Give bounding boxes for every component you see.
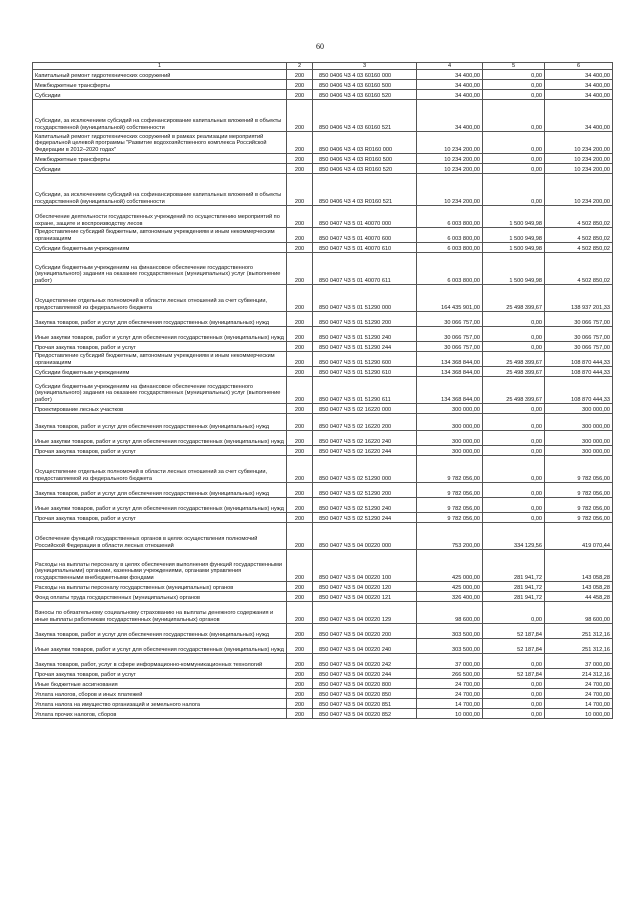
- row-col2-cell: 200: [287, 550, 313, 582]
- row-col2-cell: 200: [287, 164, 313, 174]
- row-executed-amount-cell: 0,00: [483, 446, 545, 456]
- row-col2-cell: 200: [287, 312, 313, 327]
- row-approved-amount-cell: 34 400,00: [417, 70, 483, 80]
- row-name-cell: Субсидии, за исключением субсидий на софинансирование капитальных вложений в объекты государственной (муниципальной) собственности: [33, 174, 287, 206]
- row-executed-amount-cell: 25 498 399,67: [483, 285, 545, 312]
- row-col2-cell: 200: [287, 582, 313, 592]
- row-remaining-amount-cell: 300 000,00: [545, 446, 613, 456]
- row-remaining-amount-cell: 9 782 056,00: [545, 498, 613, 513]
- row-col2-cell: 200: [287, 513, 313, 523]
- row-executed-amount-cell: 52 187,84: [483, 624, 545, 639]
- row-col2-cell: 200: [287, 154, 313, 164]
- column-header: 3: [313, 63, 417, 70]
- row-col2-cell: 200: [287, 174, 313, 206]
- row-remaining-amount-cell: 10 000,00: [545, 709, 613, 719]
- row-approved-amount-cell: 134 368 844,00: [417, 352, 483, 367]
- row-executed-amount-cell: 281 941,72: [483, 582, 545, 592]
- row-code-cell: 850 0407 Ч3 5 01 51290 610: [313, 367, 417, 377]
- row-executed-amount-cell: 0,00: [483, 498, 545, 513]
- row-name-cell: Субсидии бюджетным учреждениям: [33, 367, 287, 377]
- row-executed-amount-cell: 0,00: [483, 679, 545, 689]
- row-executed-amount-cell: 1 500 949,98: [483, 253, 545, 285]
- row-code-cell: 850 0407 Ч3 5 01 40070 610: [313, 243, 417, 253]
- table-row: [33, 342, 613, 352]
- row-remaining-amount-cell: 143 058,28: [545, 550, 613, 582]
- row-approved-amount-cell: 10 234 200,00: [417, 174, 483, 206]
- row-name-cell: Иные закупки товаров, работ и услуг для обеспечения государственных (муниципальных) нужд: [33, 639, 287, 654]
- row-approved-amount-cell: 37 000,00: [417, 654, 483, 669]
- row-code-cell: 850 0407 Ч3 5 01 51290 200: [313, 312, 417, 327]
- row-remaining-amount-cell: 44 458,28: [545, 592, 613, 602]
- row-remaining-amount-cell: 24 700,00: [545, 689, 613, 699]
- row-col2-cell: 200: [287, 100, 313, 132]
- row-col2-cell: 200: [287, 132, 313, 154]
- row-name-cell: Закупка товаров, работ и услуг для обеспечения государственных (муниципальных) нужд: [33, 312, 287, 327]
- row-code-cell: 850 0407 Ч3 5 04 00220 242: [313, 654, 417, 669]
- row-remaining-amount-cell: 14 700,00: [545, 699, 613, 709]
- row-col2-cell: 200: [287, 592, 313, 602]
- row-approved-amount-cell: 9 782 056,00: [417, 513, 483, 523]
- row-approved-amount-cell: 300 000,00: [417, 414, 483, 431]
- row-executed-amount-cell: 0,00: [483, 327, 545, 342]
- row-name-cell: Прочая закупка товаров, работ и услуг: [33, 342, 287, 352]
- row-name-cell: Субсидии: [33, 164, 287, 174]
- row-code-cell: 850 0407 Ч3 5 04 00220 851: [313, 699, 417, 709]
- row-approved-amount-cell: 34 400,00: [417, 90, 483, 100]
- table-row: [33, 80, 613, 90]
- row-remaining-amount-cell: 10 234 200,00: [545, 154, 613, 164]
- row-col2-cell: 200: [287, 285, 313, 312]
- row-approved-amount-cell: 6 003 800,00: [417, 206, 483, 228]
- row-col2-cell: 200: [287, 446, 313, 456]
- table-row: [33, 582, 613, 592]
- row-remaining-amount-cell: 98 600,00: [545, 602, 613, 624]
- table-row: [33, 253, 613, 285]
- row-approved-amount-cell: 303 500,00: [417, 639, 483, 654]
- row-approved-amount-cell: 10 000,00: [417, 709, 483, 719]
- row-executed-amount-cell: 0,00: [483, 513, 545, 523]
- row-col2-cell: 200: [287, 523, 313, 550]
- row-code-cell: 850 0407 Ч3 5 01 40070 611: [313, 253, 417, 285]
- row-remaining-amount-cell: 34 400,00: [545, 90, 613, 100]
- table-row: [33, 654, 613, 669]
- row-col2-cell: 200: [287, 377, 313, 404]
- table-row: [33, 592, 613, 602]
- row-approved-amount-cell: 753 200,00: [417, 523, 483, 550]
- row-executed-amount-cell: 1 500 949,98: [483, 243, 545, 253]
- row-executed-amount-cell: 0,00: [483, 431, 545, 446]
- row-code-cell: 850 0407 Ч3 5 01 51290 240: [313, 327, 417, 342]
- row-approved-amount-cell: 300 000,00: [417, 431, 483, 446]
- row-approved-amount-cell: 300 000,00: [417, 446, 483, 456]
- table-row: [33, 431, 613, 446]
- row-col2-cell: 200: [287, 669, 313, 679]
- row-code-cell: 850 0407 Ч3 5 02 16220 244: [313, 446, 417, 456]
- table-row: [33, 206, 613, 228]
- table-row: [33, 312, 613, 327]
- table-row: [33, 498, 613, 513]
- row-remaining-amount-cell: 4 502 850,02: [545, 228, 613, 243]
- row-name-cell: Проектирование лесных участков: [33, 404, 287, 414]
- row-code-cell: 850 0406 Ч3 4 03 60160 521: [313, 100, 417, 132]
- row-executed-amount-cell: 0,00: [483, 100, 545, 132]
- row-executed-amount-cell: 334 129,56: [483, 523, 545, 550]
- row-executed-amount-cell: 0,00: [483, 709, 545, 719]
- row-remaining-amount-cell: 108 870 444,33: [545, 352, 613, 367]
- table-row: [33, 639, 613, 654]
- row-executed-amount-cell: 0,00: [483, 80, 545, 90]
- table-row: [33, 689, 613, 699]
- row-remaining-amount-cell: 9 782 056,00: [545, 513, 613, 523]
- row-approved-amount-cell: 10 234 200,00: [417, 154, 483, 164]
- row-approved-amount-cell: 164 435 901,00: [417, 285, 483, 312]
- row-name-cell: Капитальный ремонт гидротехнических сооружений: [33, 70, 287, 80]
- row-code-cell: 850 0406 Ч3 4 03 R0160 000: [313, 132, 417, 154]
- row-executed-amount-cell: 0,00: [483, 456, 545, 483]
- table-row: [33, 154, 613, 164]
- row-name-cell: Обеспечение деятельности государственных учреждений по осуществлению мероприятий по охране, защите и воспроизводству лесов: [33, 206, 287, 228]
- row-approved-amount-cell: 300 000,00: [417, 404, 483, 414]
- row-code-cell: 850 0407 Ч3 5 04 00220 000: [313, 523, 417, 550]
- row-name-cell: Межбюджетные трансферты: [33, 80, 287, 90]
- row-code-cell: 850 0407 Ч3 5 04 00220 100: [313, 550, 417, 582]
- row-name-cell: Субсидии, за исключением субсидий на софинансирование капитальных вложений в объекты государственной (муниципальной) собственности: [33, 100, 287, 132]
- row-name-cell: Субсидии бюджетным учреждениям на финансовое обеспечение государственного (муниципального) задания на оказание государственных (муниципальных) услуг (выполнение работ): [33, 253, 287, 285]
- table-row: [33, 483, 613, 498]
- table-row: [33, 624, 613, 639]
- row-approved-amount-cell: 9 782 056,00: [417, 483, 483, 498]
- row-approved-amount-cell: 134 368 844,00: [417, 377, 483, 404]
- row-col2-cell: 200: [287, 639, 313, 654]
- table-row: [33, 352, 613, 367]
- row-col2-cell: 200: [287, 431, 313, 446]
- row-col2-cell: 200: [287, 404, 313, 414]
- table-row: [33, 174, 613, 206]
- row-executed-amount-cell: 52 187,84: [483, 639, 545, 654]
- table-header-row: [33, 63, 613, 70]
- row-name-cell: Субсидии бюджетным учреждениям: [33, 243, 287, 253]
- row-name-cell: Закупка товаров, работ и услуг для обеспечения государственных (муниципальных) нужд: [33, 414, 287, 431]
- table-row: [33, 709, 613, 719]
- row-col2-cell: 200: [287, 80, 313, 90]
- table-row: [33, 414, 613, 431]
- row-approved-amount-cell: 30 066 757,00: [417, 312, 483, 327]
- row-name-cell: Закупка товаров, работ и услуг для обеспечения государственных (муниципальных) нужд: [33, 483, 287, 498]
- row-remaining-amount-cell: 300 000,00: [545, 431, 613, 446]
- row-col2-cell: 200: [287, 228, 313, 243]
- row-approved-amount-cell: 266 500,00: [417, 669, 483, 679]
- row-col2-cell: 200: [287, 483, 313, 498]
- row-name-cell: Субсидии: [33, 90, 287, 100]
- row-name-cell: Предоставление субсидий бюджетным, автономным учреждениям и иным некоммерческим организациям: [33, 228, 287, 243]
- row-code-cell: 850 0407 Ч3 5 01 40070 600: [313, 228, 417, 243]
- row-code-cell: 850 0407 Ч3 5 02 51290 000: [313, 456, 417, 483]
- row-remaining-amount-cell: 300 000,00: [545, 414, 613, 431]
- row-col2-cell: 200: [287, 414, 313, 431]
- row-code-cell: 850 0407 Ч3 5 02 16220 200: [313, 414, 417, 431]
- table-row: [33, 243, 613, 253]
- row-col2-cell: 200: [287, 70, 313, 80]
- row-name-cell: Капитальный ремонт гидротехнических сооружений в рамках реализации мероприятий федеральной целевой программы "Развитие водохозяйственного комплекса Российской Федерации в 2012–2020 годах": [33, 132, 287, 154]
- row-remaining-amount-cell: 108 870 444,33: [545, 367, 613, 377]
- row-code-cell: 850 0407 Ч3 5 01 51290 000: [313, 285, 417, 312]
- row-remaining-amount-cell: 10 234 200,00: [545, 164, 613, 174]
- row-executed-amount-cell: 0,00: [483, 689, 545, 699]
- page-number: 60: [316, 42, 324, 51]
- row-approved-amount-cell: 9 782 056,00: [417, 498, 483, 513]
- row-remaining-amount-cell: 4 502 850,02: [545, 206, 613, 228]
- row-code-cell: 850 0407 Ч3 5 02 51290 200: [313, 483, 417, 498]
- row-executed-amount-cell: 52 187,84: [483, 669, 545, 679]
- row-code-cell: 850 0407 Ч3 5 04 00220 244: [313, 669, 417, 679]
- row-remaining-amount-cell: 9 782 056,00: [545, 456, 613, 483]
- row-name-cell: Предоставление субсидий бюджетным, автономным учреждениям и иным некоммерческим организациям: [33, 352, 287, 367]
- row-code-cell: 850 0407 Ч3 5 04 00220 850: [313, 689, 417, 699]
- row-executed-amount-cell: 25 498 399,67: [483, 367, 545, 377]
- row-approved-amount-cell: 425 000,00: [417, 550, 483, 582]
- row-approved-amount-cell: 6 003 800,00: [417, 228, 483, 243]
- row-executed-amount-cell: 0,00: [483, 174, 545, 206]
- row-executed-amount-cell: 0,00: [483, 404, 545, 414]
- row-code-cell: 850 0407 Ч3 5 04 00220 240: [313, 639, 417, 654]
- row-name-cell: Закупка товаров, работ, услуг в сфере информационно-коммуникационных технологий: [33, 654, 287, 669]
- table-row: [33, 404, 613, 414]
- row-approved-amount-cell: 24 700,00: [417, 679, 483, 689]
- row-approved-amount-cell: 326 400,00: [417, 592, 483, 602]
- row-executed-amount-cell: 0,00: [483, 699, 545, 709]
- row-name-cell: Прочая закупка товаров, работ и услуг: [33, 513, 287, 523]
- row-executed-amount-cell: 25 498 399,67: [483, 352, 545, 367]
- row-col2-cell: 200: [287, 456, 313, 483]
- row-approved-amount-cell: 30 066 757,00: [417, 342, 483, 352]
- column-header: 1: [33, 63, 287, 70]
- table-row: [33, 669, 613, 679]
- row-col2-cell: 200: [287, 352, 313, 367]
- row-remaining-amount-cell: 37 000,00: [545, 654, 613, 669]
- row-remaining-amount-cell: 10 234 200,00: [545, 174, 613, 206]
- table-row: [33, 602, 613, 624]
- row-approved-amount-cell: 425 000,00: [417, 582, 483, 592]
- table-row: [33, 446, 613, 456]
- row-executed-amount-cell: 25 498 399,67: [483, 377, 545, 404]
- row-name-cell: Уплата прочих налогов, сборов: [33, 709, 287, 719]
- row-executed-amount-cell: 0,00: [483, 483, 545, 498]
- table-row: [33, 523, 613, 550]
- row-remaining-amount-cell: 30 066 757,00: [545, 312, 613, 327]
- row-executed-amount-cell: 1 500 949,98: [483, 228, 545, 243]
- row-col2-cell: 200: [287, 90, 313, 100]
- row-executed-amount-cell: 0,00: [483, 414, 545, 431]
- row-remaining-amount-cell: 9 782 056,00: [545, 483, 613, 498]
- row-col2-cell: 200: [287, 342, 313, 352]
- row-col2-cell: 200: [287, 253, 313, 285]
- row-approved-amount-cell: 9 782 056,00: [417, 456, 483, 483]
- row-name-cell: Иные закупки товаров, работ и услуг для обеспечения государственных (муниципальных) нужд: [33, 327, 287, 342]
- table-row: [33, 513, 613, 523]
- row-col2-cell: 200: [287, 624, 313, 639]
- row-code-cell: 850 0407 Ч3 5 04 00220 200: [313, 624, 417, 639]
- row-remaining-amount-cell: 419 070,44: [545, 523, 613, 550]
- row-code-cell: 850 0407 Ч3 5 02 16220 000: [313, 404, 417, 414]
- row-executed-amount-cell: 0,00: [483, 70, 545, 80]
- row-col2-cell: 200: [287, 206, 313, 228]
- row-code-cell: 850 0407 Ч3 5 04 00220 121: [313, 592, 417, 602]
- row-code-cell: 850 0407 Ч3 5 01 40070 000: [313, 206, 417, 228]
- row-executed-amount-cell: 0,00: [483, 164, 545, 174]
- row-name-cell: Расходы на выплаты персоналу в целях обеспечения выполнения функций государственными (муниципальными) органами, казенными учреждениями, органами управления государственными внебюджетными фондами: [33, 550, 287, 582]
- row-remaining-amount-cell: 138 937 201,33: [545, 285, 613, 312]
- row-executed-amount-cell: 0,00: [483, 342, 545, 352]
- row-approved-amount-cell: 14 700,00: [417, 699, 483, 709]
- row-remaining-amount-cell: 24 700,00: [545, 679, 613, 689]
- table-row: [33, 228, 613, 243]
- row-code-cell: 850 0407 Ч3 5 04 00220 852: [313, 709, 417, 719]
- row-approved-amount-cell: 34 400,00: [417, 80, 483, 90]
- row-name-cell: Иные бюджетные ассигнования: [33, 679, 287, 689]
- row-approved-amount-cell: 6 003 800,00: [417, 253, 483, 285]
- row-name-cell: Обеспечение функций государственных органов в целях осуществления полномочий Российской Федерации в области лесных отношений: [33, 523, 287, 550]
- table-row: [33, 100, 613, 132]
- row-name-cell: Прочая закупка товаров, работ и услуг: [33, 446, 287, 456]
- row-remaining-amount-cell: 30 066 757,00: [545, 342, 613, 352]
- row-col2-cell: 200: [287, 709, 313, 719]
- row-name-cell: Межбюджетные трансферты: [33, 154, 287, 164]
- row-code-cell: 850 0406 Ч3 4 03 60160 000: [313, 70, 417, 80]
- row-remaining-amount-cell: 251 312,16: [545, 639, 613, 654]
- row-code-cell: 850 0407 Ч3 5 04 00220 120: [313, 582, 417, 592]
- table-row: [33, 132, 613, 154]
- table-row: [33, 377, 613, 404]
- row-col2-cell: 200: [287, 654, 313, 669]
- row-name-cell: Расходы на выплаты персоналу государственных (муниципальных) органов: [33, 582, 287, 592]
- column-header: 4: [417, 63, 483, 70]
- row-col2-cell: 200: [287, 602, 313, 624]
- row-col2-cell: 200: [287, 498, 313, 513]
- row-executed-amount-cell: 0,00: [483, 654, 545, 669]
- row-approved-amount-cell: 303 500,00: [417, 624, 483, 639]
- row-col2-cell: 200: [287, 367, 313, 377]
- row-remaining-amount-cell: 143 058,28: [545, 582, 613, 592]
- table-row: [33, 70, 613, 80]
- column-header: 2: [287, 63, 313, 70]
- row-approved-amount-cell: 98 600,00: [417, 602, 483, 624]
- row-executed-amount-cell: 281 941,72: [483, 550, 545, 582]
- row-code-cell: 850 0406 Ч3 4 03 R0160 520: [313, 164, 417, 174]
- row-col2-cell: 200: [287, 699, 313, 709]
- table-row: [33, 367, 613, 377]
- row-code-cell: 850 0407 Ч3 5 02 16220 240: [313, 431, 417, 446]
- row-executed-amount-cell: 0,00: [483, 90, 545, 100]
- row-executed-amount-cell: 0,00: [483, 312, 545, 327]
- row-name-cell: Уплата налога на имущество организаций и земельного налога: [33, 699, 287, 709]
- row-name-cell: Взносы по обязательному социальному страхованию на выплаты денежного содержания и иные выплаты работникам государственных (муниципальных) органов: [33, 602, 287, 624]
- row-name-cell: Иные закупки товаров, работ и услуг для обеспечения государственных (муниципальных) нужд: [33, 431, 287, 446]
- row-remaining-amount-cell: 4 502 850,02: [545, 243, 613, 253]
- row-code-cell: 850 0407 Ч3 5 01 51290 244: [313, 342, 417, 352]
- budget-table: [32, 62, 613, 719]
- row-name-cell: Закупка товаров, работ и услуг для обеспечения государственных (муниципальных) нужд: [33, 624, 287, 639]
- row-code-cell: 850 0407 Ч3 5 02 51290 240: [313, 498, 417, 513]
- row-code-cell: 850 0407 Ч3 5 04 00220 129: [313, 602, 417, 624]
- row-name-cell: Субсидии бюджетным учреждениям на финансовое обеспечение государственного (муниципального) задания на оказание государственных (муниципальных) услуг (выполнение работ): [33, 377, 287, 404]
- column-header: 6: [545, 63, 613, 70]
- row-executed-amount-cell: 0,00: [483, 602, 545, 624]
- row-remaining-amount-cell: 108 870 444,33: [545, 377, 613, 404]
- row-approved-amount-cell: 10 234 200,00: [417, 132, 483, 154]
- row-remaining-amount-cell: 30 066 757,00: [545, 327, 613, 342]
- row-code-cell: 850 0406 Ч3 4 03 60160 520: [313, 90, 417, 100]
- row-name-cell: Иные закупки товаров, работ и услуг для обеспечения государственных (муниципальных) нужд: [33, 498, 287, 513]
- row-code-cell: 850 0407 Ч3 5 02 51290 244: [313, 513, 417, 523]
- row-approved-amount-cell: 134 368 844,00: [417, 367, 483, 377]
- row-col2-cell: 200: [287, 243, 313, 253]
- row-approved-amount-cell: 6 003 800,00: [417, 243, 483, 253]
- row-remaining-amount-cell: 34 400,00: [545, 80, 613, 90]
- table-row: [33, 456, 613, 483]
- table-row: [33, 699, 613, 709]
- table-body: [33, 70, 613, 719]
- row-executed-amount-cell: 1 500 949,98: [483, 206, 545, 228]
- row-col2-cell: 200: [287, 689, 313, 699]
- row-remaining-amount-cell: 251 312,16: [545, 624, 613, 639]
- row-name-cell: Уплата налогов, сборов и иных платежей: [33, 689, 287, 699]
- row-executed-amount-cell: 0,00: [483, 132, 545, 154]
- row-approved-amount-cell: 30 066 757,00: [417, 327, 483, 342]
- row-name-cell: Осуществление отдельных полномочий в области лесных отношений за счет субвенции, предоставляемой из федерального бюджета: [33, 456, 287, 483]
- table-row: [33, 285, 613, 312]
- row-name-cell: Прочая закупка товаров, работ и услуг: [33, 669, 287, 679]
- row-remaining-amount-cell: 214 312,16: [545, 669, 613, 679]
- table-row: [33, 164, 613, 174]
- row-code-cell: 850 0407 Ч3 5 01 51290 600: [313, 352, 417, 367]
- row-remaining-amount-cell: 4 502 850,02: [545, 253, 613, 285]
- column-header: 5: [483, 63, 545, 70]
- row-col2-cell: 200: [287, 327, 313, 342]
- row-code-cell: 850 0407 Ч3 5 01 51290 611: [313, 377, 417, 404]
- row-approved-amount-cell: 24 700,00: [417, 689, 483, 699]
- row-col2-cell: 200: [287, 679, 313, 689]
- row-remaining-amount-cell: 34 400,00: [545, 70, 613, 80]
- row-approved-amount-cell: 10 234 200,00: [417, 164, 483, 174]
- row-remaining-amount-cell: 10 234 200,00: [545, 132, 613, 154]
- table-row: [33, 90, 613, 100]
- row-code-cell: 850 0406 Ч3 4 03 R0160 521: [313, 174, 417, 206]
- row-code-cell: 850 0406 Ч3 4 03 R0160 500: [313, 154, 417, 164]
- row-code-cell: 850 0407 Ч3 5 04 00220 800: [313, 679, 417, 689]
- table-row: [33, 679, 613, 689]
- row-executed-amount-cell: 0,00: [483, 154, 545, 164]
- row-approved-amount-cell: 34 400,00: [417, 100, 483, 132]
- table-row: [33, 327, 613, 342]
- row-remaining-amount-cell: 300 000,00: [545, 404, 613, 414]
- row-name-cell: Осуществление отдельных полномочий в области лесных отношений за счет субвенции, предоставляемой из федерального бюджета: [33, 285, 287, 312]
- table-row: [33, 550, 613, 582]
- row-executed-amount-cell: 281 941,72: [483, 592, 545, 602]
- row-remaining-amount-cell: 34 400,00: [545, 100, 613, 132]
- row-code-cell: 850 0406 Ч3 4 03 60160 500: [313, 80, 417, 90]
- row-name-cell: Фонд оплаты труда государственных (муниципальных) органов: [33, 592, 287, 602]
